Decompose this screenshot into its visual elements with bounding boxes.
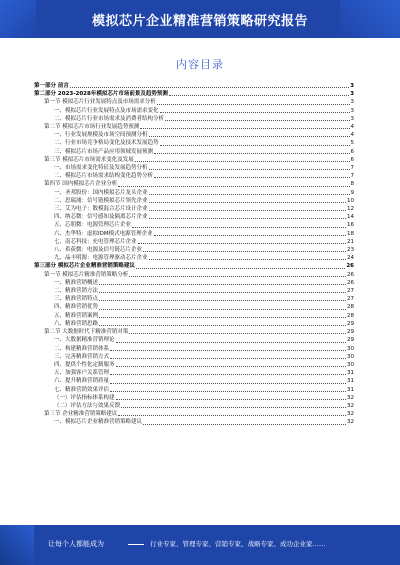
- toc-entry[interactable]: [34, 353, 354, 361]
- toc-leader-dots: [99, 309, 346, 310]
- toc-entry-page: 27: [347, 296, 354, 303]
- toc-leader-dots: [99, 292, 346, 293]
- toc-entry[interactable]: [34, 189, 354, 197]
- toc-entry-label: 一、精准营销概述: [54, 279, 99, 286]
- footer-slogan: 让每个人都能成为: [48, 540, 104, 548]
- toc-entry-page: 32: [347, 419, 354, 426]
- toc-heading: 内容目录: [176, 58, 224, 71]
- toc-entry-label: 五、芯朋微：电源管理芯片企业: [54, 222, 132, 229]
- toc-leader-dots: [149, 169, 350, 170]
- toc-entry[interactable]: [34, 377, 354, 385]
- toc-entry-page: 5: [350, 140, 354, 147]
- toc-entry-page: 4: [350, 132, 354, 139]
- toc-entry-page: 3: [350, 107, 354, 114]
- toc-leader-dots: [143, 424, 346, 425]
- toc-entry[interactable]: [34, 205, 354, 213]
- toc-entry-page: 12: [347, 206, 354, 213]
- toc-leader-dots: [149, 136, 350, 137]
- toc-entry-label: 二、行业市场竞争格局变化及技术发展趋势: [54, 140, 159, 147]
- toc-entry-label: 一、市场需求变化特征及发展趋势分析: [54, 165, 148, 172]
- toc-leader-dots: [140, 128, 349, 129]
- toc-leader-dots: [149, 210, 346, 211]
- toc-entry-label: 四、纳芯微：信号感知及隔离芯片企业: [54, 214, 148, 221]
- toc-entry[interactable]: [34, 148, 354, 156]
- toc-entry-label: 七、南芯科技：充电管理芯片企业: [54, 238, 137, 245]
- toc-entry[interactable]: [34, 418, 354, 426]
- toc-entry-page: 18: [347, 230, 354, 237]
- toc-entry-page: 30: [347, 361, 354, 368]
- toc-entry-label: 五、加强客户关系管理: [54, 370, 110, 377]
- toc-entry-page: 10: [347, 197, 354, 204]
- toc-entry-label: 六、提升精准营销质量: [54, 378, 110, 385]
- toc-entry-page: 32: [347, 394, 354, 401]
- toc-entry-page: 8: [350, 181, 354, 188]
- toc-leader-dots: [118, 415, 346, 416]
- toc-entry-label: 第一部分 前言: [34, 83, 69, 89]
- toc-entry-page: 3: [350, 83, 354, 89]
- toc-entry[interactable]: [34, 336, 354, 344]
- footer-banner: [0, 525, 400, 565]
- toc-entry-label: 二、模拟芯片市场需求结构变化趋势分析: [54, 173, 154, 180]
- toc-leader-dots: [160, 112, 350, 113]
- toc-entry-label: 四、提供个性化定制服务: [54, 361, 115, 368]
- toc-leader-dots: [116, 399, 346, 400]
- toc-leader-dots: [157, 104, 350, 105]
- toc-leader-dots: [110, 391, 346, 392]
- toc-entry[interactable]: [34, 139, 354, 147]
- toc-entry-label: （二）评估方法与效果反馈: [54, 402, 121, 409]
- toc-entry[interactable]: [34, 115, 354, 123]
- toc-leader-dots: [138, 243, 346, 244]
- toc-leader-dots: [136, 268, 345, 269]
- toc-entry[interactable]: [34, 131, 354, 139]
- toc-leader-dots: [99, 284, 346, 285]
- report-title: 模拟芯片企业精准营销策略研究报告: [91, 14, 308, 29]
- toc-entry[interactable]: [34, 90, 354, 98]
- table-of-contents: [34, 82, 354, 507]
- toc-entry-label: 五、精准营销案例: [54, 312, 99, 319]
- toc-entry-label: 第一节 模拟芯片精准营销策略分析: [44, 271, 129, 278]
- toc-entry[interactable]: [34, 197, 354, 205]
- toc-entry-label: 第一节 模拟芯片行业发展特点及市场需求分析: [44, 99, 156, 106]
- toc-entry[interactable]: [34, 172, 354, 180]
- toc-leader-dots: [121, 407, 346, 408]
- toc-entry-label: 二、思瑞浦：信号链模拟芯片领先企业: [54, 197, 148, 204]
- toc-leader-dots: [110, 383, 346, 384]
- toc-entry-label: 八、希荻微：电源及信号链芯片企业: [54, 247, 143, 254]
- toc-leader-dots: [160, 145, 350, 146]
- toc-entry[interactable]: [34, 262, 354, 270]
- toc-leader-dots: [149, 259, 346, 260]
- toc-entry-page: 7: [350, 173, 354, 180]
- toc-entry-page: 26: [347, 271, 354, 278]
- toc-entry[interactable]: [34, 238, 354, 246]
- toc-entry-page: 32: [347, 411, 354, 418]
- toc-entry-page: 26: [347, 279, 354, 286]
- toc-leader-dots: [143, 251, 346, 252]
- toc-entry-label: 三、精准营销特点: [54, 296, 99, 303]
- toc-entry-page: 27: [347, 288, 354, 295]
- toc-leader-dots: [99, 317, 346, 318]
- toc-leader-dots: [149, 218, 346, 219]
- toc-leader-dots: [169, 95, 349, 96]
- toc-leader-dots: [165, 120, 349, 121]
- toc-leader-dots: [110, 350, 346, 351]
- toc-entry-label: 第三节 模拟芯片市场需求变化及发展: [44, 156, 134, 163]
- footer-decoration: [0, 525, 34, 565]
- toc-entry[interactable]: [34, 287, 354, 295]
- toc-entry-label: 一、模拟芯片行业发展特点及市场需求变化: [54, 107, 159, 114]
- toc-leader-dots: [154, 177, 349, 178]
- toc-entry-page: 14: [347, 214, 354, 221]
- toc-entry[interactable]: [34, 107, 354, 115]
- toc-leader-dots: [129, 276, 346, 277]
- report-header-banner: [0, 0, 400, 38]
- toc-entry-label: 七、精准营销效果评估: [54, 386, 110, 393]
- toc-entry-page: 6: [350, 156, 354, 163]
- toc-entry-page: 28: [347, 312, 354, 319]
- toc-entry-label: 一、模拟芯片企业精准营销策略建议: [54, 419, 143, 426]
- toc-entry-page: 31: [347, 378, 354, 385]
- toc-entry[interactable]: [34, 328, 354, 336]
- toc-leader-dots: [154, 235, 346, 236]
- toc-entry[interactable]: [34, 320, 354, 328]
- toc-entry-label: 三、完善精准营销方式: [54, 353, 110, 360]
- toc-entry[interactable]: [34, 303, 354, 311]
- toc-entry-label: 九、晶丰明源：电源管理驱动芯片企业: [54, 255, 148, 262]
- toc-entry-page: 28: [347, 304, 354, 311]
- toc-entry[interactable]: [34, 123, 354, 131]
- toc-entry-label: 第二节 大数据时代下精准营销对策: [44, 329, 129, 336]
- toc-entry-page: 31: [347, 386, 354, 393]
- toc-entry-label: 一、大数据精准营销理论: [54, 337, 115, 344]
- toc-entry-page: 24: [347, 255, 354, 262]
- toc-entry-page: 21: [347, 238, 354, 245]
- toc-entry-page: 3: [350, 115, 354, 122]
- toc-leader-dots: [135, 161, 350, 162]
- toc-entry-label: 六、杰华特：虚拟IDM模式电源管理企业: [54, 230, 153, 237]
- toc-entry[interactable]: [34, 82, 354, 90]
- toc-entry[interactable]: [34, 386, 354, 394]
- toc-entry-page: 23: [347, 247, 354, 254]
- toc-leader-dots: [118, 186, 349, 187]
- toc-entry-page: 30: [347, 345, 354, 352]
- toc-entry-label: 第二部分 2023-2028年模拟芯片市场前景及趋势预测: [34, 91, 168, 98]
- toc-leader-dots: [154, 153, 349, 154]
- toc-entry-page: 30: [347, 353, 354, 360]
- toc-entry[interactable]: [34, 246, 354, 254]
- toc-entry-page: 4: [350, 124, 354, 131]
- toc-entry[interactable]: [34, 221, 354, 229]
- toc-entry[interactable]: [34, 164, 354, 172]
- toc-entry-page: 32: [347, 402, 354, 409]
- toc-entry-label: 二、精准营销方法: [54, 288, 99, 295]
- toc-entry[interactable]: [34, 369, 354, 377]
- toc-entry[interactable]: [34, 279, 354, 287]
- footer-divider: [128, 544, 144, 545]
- toc-entry-label: 一、圣邦股份：国内模拟芯片龙头企业: [54, 189, 148, 196]
- toc-entry-page: 9: [350, 189, 354, 196]
- toc-entry-label: （一）评估指标体系构建: [54, 394, 115, 401]
- toc-leader-dots: [116, 366, 346, 367]
- toc-leader-dots: [99, 300, 346, 301]
- toc-entry-page: 26: [346, 263, 354, 270]
- toc-entry[interactable]: [34, 213, 354, 221]
- toc-leader-dots: [149, 202, 346, 203]
- toc-entry[interactable]: [34, 180, 354, 188]
- toc-leader-dots: [99, 325, 346, 326]
- toc-entry-page: 29: [347, 337, 354, 344]
- toc-entry-label: 第三部分 模拟芯片企业精准营销策略建议: [34, 263, 135, 270]
- toc-entry[interactable]: [34, 312, 354, 320]
- toc-entry-page: 31: [347, 370, 354, 377]
- toc-entry-label: 六、精准营销思路: [54, 320, 99, 327]
- toc-entry-label: 四、精准营销优势: [54, 304, 99, 311]
- toc-entry[interactable]: [34, 402, 354, 410]
- toc-entry[interactable]: [34, 295, 354, 303]
- toc-leader-dots: [110, 374, 346, 375]
- toc-leader-dots: [110, 358, 346, 359]
- toc-entry-label: 第三节 企业精准营销策略建议: [44, 411, 118, 418]
- toc-entry-page: 29: [347, 320, 354, 327]
- toc-entry[interactable]: [34, 254, 354, 262]
- toc-leader-dots: [149, 194, 350, 195]
- toc-entry[interactable]: [34, 271, 354, 279]
- toc-entry[interactable]: [34, 156, 354, 164]
- toc-entry-label: 二、模拟芯片行业市场需求及消费者结构分析: [54, 115, 165, 122]
- toc-entry-label: 第四节 国内模拟芯片企业分析: [44, 181, 118, 188]
- toc-leader-dots: [70, 87, 349, 88]
- footer-roles: 行业专家、管理专家、营销专家、战略专家、成功企业家……: [150, 540, 326, 548]
- toc-leader-dots: [129, 333, 346, 334]
- toc-entry[interactable]: [34, 345, 354, 353]
- toc-entry-label: 三、艾为电子：数模混合芯片设计企业: [54, 206, 148, 213]
- toc-entry[interactable]: [34, 394, 354, 402]
- toc-entry[interactable]: [34, 98, 354, 106]
- toc-entry-page: 6: [350, 148, 354, 155]
- toc-entry-label: 第二节 模拟芯片市场行业发展趋势预测: [44, 124, 140, 131]
- toc-entry-page: 3: [350, 99, 354, 106]
- toc-entry[interactable]: [34, 410, 354, 418]
- toc-leader-dots: [116, 342, 346, 343]
- toc-entry-label: 三、模拟芯片市场产品应用领域发展预测: [54, 148, 154, 155]
- toc-entry-page: 3: [350, 91, 354, 98]
- toc-entry[interactable]: [34, 230, 354, 238]
- toc-entry-label: 二、构建精准营销体系: [54, 345, 110, 352]
- toc-leader-dots: [132, 227, 346, 228]
- toc-entry-page: 29: [347, 329, 354, 336]
- toc-entry-page: 16: [347, 222, 354, 229]
- toc-entry[interactable]: [34, 361, 354, 369]
- toc-entry-label: 一、行业发展规模及市场空间预测分析: [54, 132, 148, 139]
- toc-entry-page: 7: [350, 165, 354, 172]
